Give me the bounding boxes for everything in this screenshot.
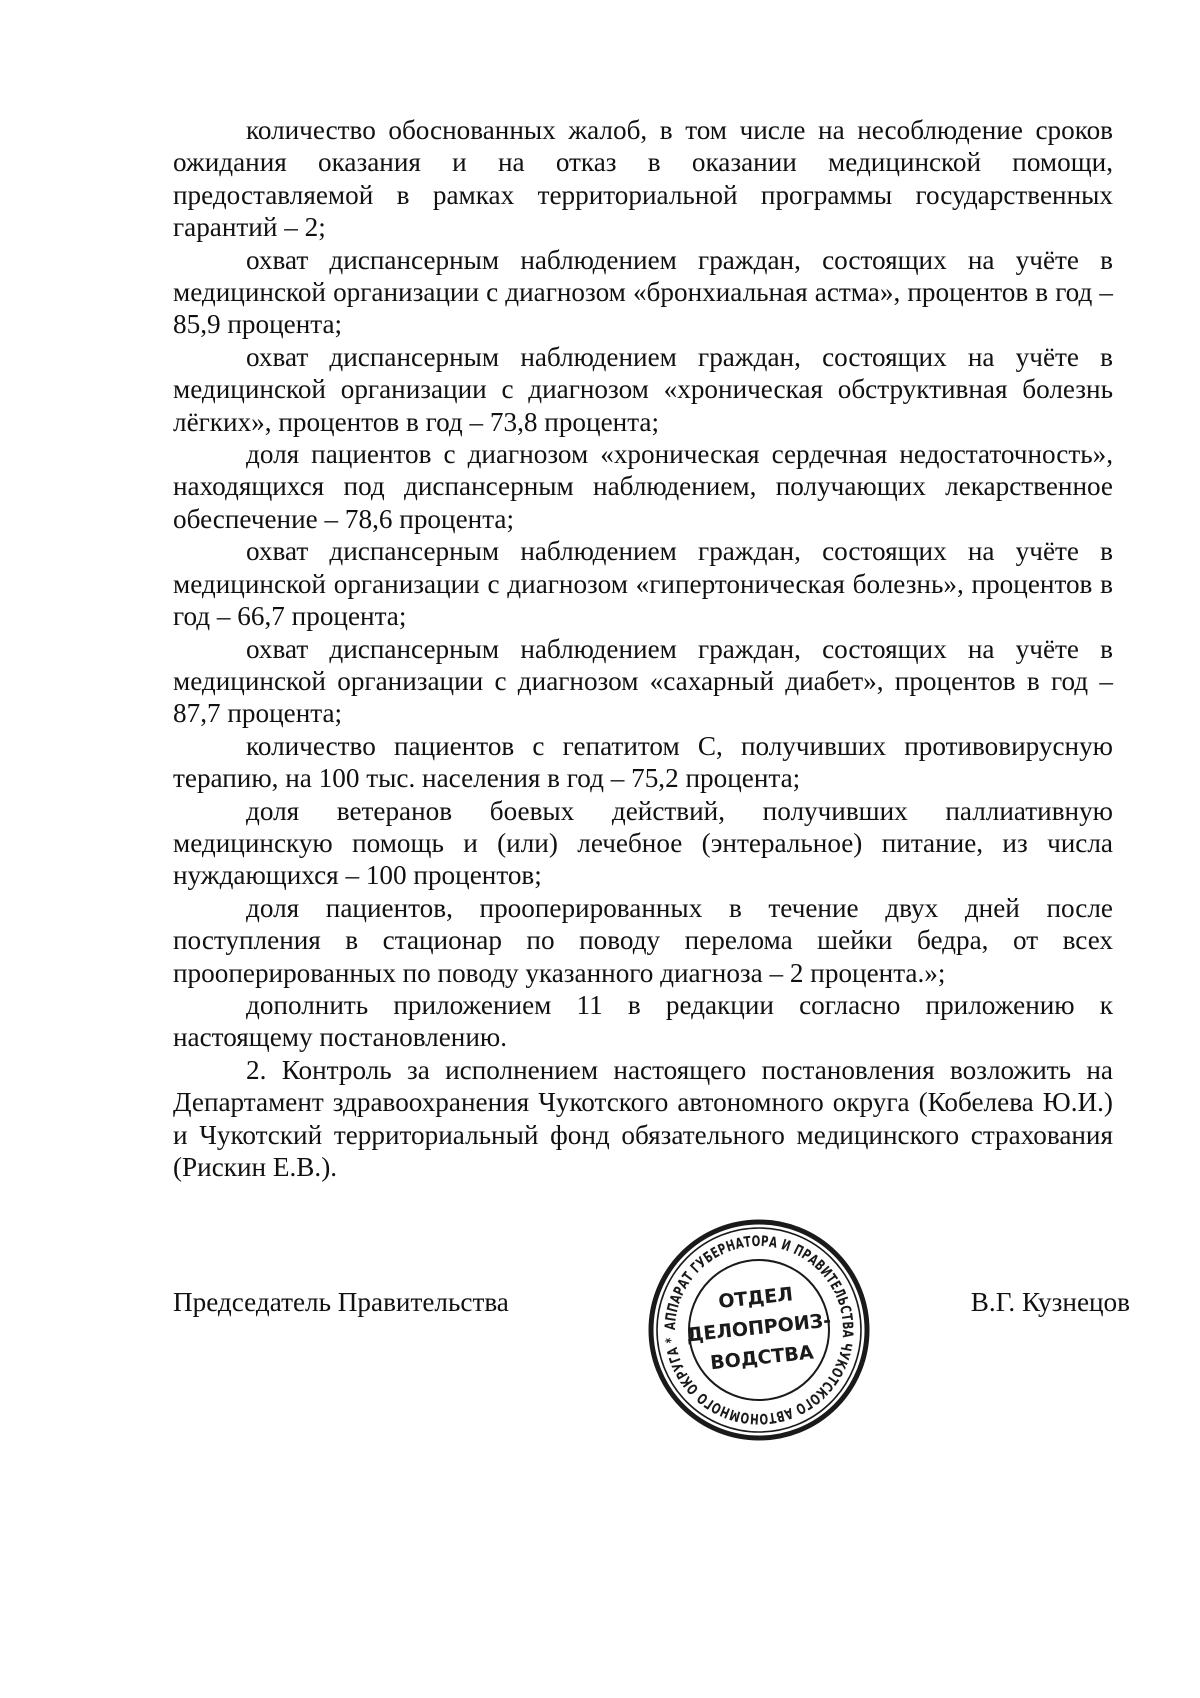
stamp-outer-text: АППАРАТ ГУБЕРНАТОРА И ПРАВИТЕЛЬСТВА ЧУКОТСКОГО АВТОНОМНОГО ОКРУГА * — [662, 1233, 856, 1427]
paragraph-heart-failure: доля пациентов с диагнозом «хроническая сердечная недостаточность», находящихся под диспансерным наблюдением, получающих лекарственное обеспечение – 78,6 процента; — [173, 439, 1113, 534]
paragraph-asthma: охват диспансерным наблюдением граждан, состоящих на учёте в медицинской организации с диагнозом «бронхиальная астма», процентов в год – 85,9 процента; — [173, 244, 1113, 340]
signature-block — [0, 1286, 1200, 1326]
paragraph-complaints: количество обоснованных жалоб, в том числе на несоблюдение сроков ожидания оказания и на отказ в оказании медицинской помощи, предоставляемой в рамках территориальной программы государственных гарантий – 2; — [173, 115, 1113, 243]
stamp-line-1: ОТДЕЛ — [717, 1283, 794, 1314]
paragraph-hepatitis: количество пациентов с гепатитом С, получивших противовирусную терапию, на 100 тыс. населения в год – 75,2 процента; — [173, 730, 1113, 794]
paragraph-hip-fracture: доля пациентов, прооперированных в течение двух дней после поступления в стационар по поводу перелома шейки бедра, от всех прооперированных по поводу указанного диагноза – 2 процента.»; — [173, 892, 1113, 988]
paragraph-hypertension: охват диспансерным наблюдением граждан, состоящих на учёте в медицинской организации с диагнозом «гипертоническая болезнь», процентов в год – 66,7 процента; — [173, 536, 1113, 632]
official-stamp — [645, 1216, 873, 1444]
stamp-line-2: ДЕЛОПРОИЗ- — [685, 1309, 833, 1347]
paragraph-veterans: доля ветеранов боевых действий, получивших паллиативную медицинскую помощь и (или) лечебное (энтеральное) питание, из числа нуждающихся – 100 процентов; — [173, 795, 1113, 891]
paragraph-copd: охват диспансерным наблюдением граждан, состоящих на учёте в медицинской организации с диагнозом «хроническая обструктивная болезнь лёгких», процентов в год – 73,8 процента; — [173, 341, 1113, 437]
signatory-name: В.Г. Кузнецов — [970, 1287, 1130, 1317]
paragraph-appendix: дополнить приложением 11 в редакции согласно приложению к настоящему постановлению. — [173, 989, 1113, 1053]
stamp-line-3: ВОДСТВА — [709, 1341, 815, 1375]
paragraph-diabetes: охват диспансерным наблюдением граждан, состоящих на учёте в медицинской организации с диагнозом «сахарный диабет», процентов в год – 87,7 процента; — [173, 633, 1113, 729]
signatory-position: Председатель Правительства — [173, 1287, 509, 1317]
paragraph-control: 2. Контроль за исполнением настоящего постановления возложить на Департамент здравоохранения Чукотского автономного округа (Кобелева Ю.И.) и Чукотский территориальный фонд обязательного медицинского страхования (Рискин Е.В.). — [173, 1054, 1113, 1182]
document-body — [173, 114, 1113, 1183]
